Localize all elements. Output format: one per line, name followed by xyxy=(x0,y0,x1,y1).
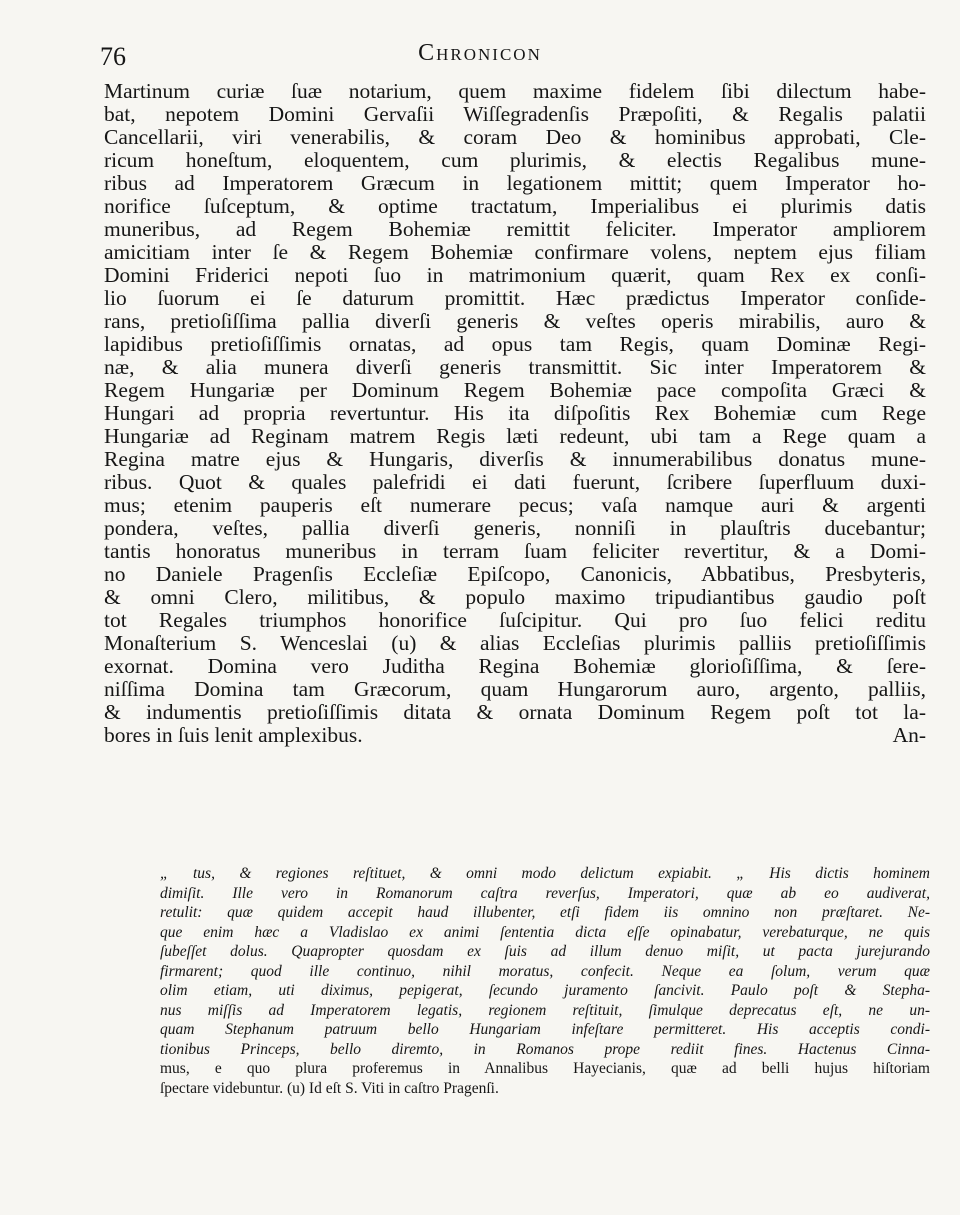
text-line: norifice ſuſceptum, & optime tractatum, Imperialibus ei plurimis datis xyxy=(104,194,926,218)
footnote-line: ſubeſſet dolus. Quapropter quosdam ex ſuis ad illum denuo miſit, ut pacta jurejurando xyxy=(160,943,930,960)
text-line: ricum honeſtum, eloquentem, cum plurimis, & electis Regalibus mune- xyxy=(104,148,926,172)
footnote-line: nus miſſis ad Imperatorem legatis, regionem reſtituit, ſimulque deprecatus eſt, ne un- xyxy=(160,1001,930,1019)
text-line: mus; etenim pauperis eſt numerare pecus; vaſa namque auri & argenti xyxy=(104,493,926,517)
text-line: niſſima Domina tam Græcorum, quam Hungarorum auro, argento, palliis, xyxy=(104,677,926,701)
text-line: Monaſterium S. Wenceslai (u) & alias Eccleſias plurimis palliis pretioſiſſimis xyxy=(104,631,926,655)
footnote-line: dimiſit. Ille vero in Romanorum caſtra reverſus, Imperatori, quæ ab eo audiverat, xyxy=(160,884,930,902)
footnotes xyxy=(160,864,930,1098)
text-line: Hungariæ ad Reginam matrem Regis læti redeunt, ubi tam a Rege quam a xyxy=(104,424,926,448)
text-line: Domini Friderici nepoti ſuo in matrimonium quærit, quam Rex ex conſi- xyxy=(104,263,926,287)
footnote-line: quam Stephanum patruum bello Hungariam infeſtare permitteret. His acceptis condi- xyxy=(160,1021,930,1038)
footnote-line: „ tus, & regiones reſtituet, & omni modo delictum expiabit. „ His dictis hominem xyxy=(160,865,930,882)
footnote-line: olim etiam, uti diximus, pepigerat, ſecundo juramento ſancivit. Paulo poſt & Stepha- xyxy=(160,982,930,999)
text-line: Regem Hungariæ per Dominum Regem Bohemiæ pace compoſita Græci & xyxy=(104,378,926,402)
text-line: muneribus, ad Regem Bohemiæ remittit feliciter. Imperator ampliorem xyxy=(104,217,926,241)
text-line: Cancellarii, viri venerabilis, & coram Deo & hominibus approbati, Cle- xyxy=(104,125,926,149)
catchword: An- xyxy=(892,723,926,747)
text-line: tantis honoratus muneribus in terram ſuam feliciter revertitur, & a Domi- xyxy=(104,539,926,563)
text-line: & omni Clero, militibus, & populo maximo tripudiantibus gaudio poſt xyxy=(104,585,926,609)
text-line: tot Regales triumphos honorifice ſuſcipitur. Qui pro ſuo felici reditu xyxy=(104,608,926,632)
text-line: rans, pretioſiſſima pallia diverſi generis & veſtes operis mirabilis, auro & xyxy=(104,309,926,333)
footnote-line: ſpectare videbuntur. (u) Id eſt S. Viti in caſtro Pragenſi. xyxy=(160,1079,499,1097)
footnote-line: retulit: quæ quidem accepit haud illubenter, etſi fidem iis omnino non præſtaret. Ne- xyxy=(160,904,930,921)
footnote-line: firmarent; quod ille continuo, nihil moratus, confecit. Neque ea ſolum, verum quæ xyxy=(160,962,930,980)
text-line: lio ſuorum ei ſe daturum promittit. Hæc prædictus Imperator conſide- xyxy=(104,286,926,310)
footnote-line: que enim hæc a Vladislao ex animi ſententia dicta eſſe opinabatur, verebaturque, ne quis xyxy=(160,923,930,941)
page-number: 76 xyxy=(100,42,126,71)
text-line: næ, & alia munera diverſi generis transmittit. Sic inter Imperatorem & xyxy=(104,355,926,379)
text-line: exornat. Domina vero Juditha Regina Bohemiæ glorioſiſſima, & ſere- xyxy=(104,654,926,678)
text-line: & indumentis pretioſiſſimis ditata & ornata Dominum Regem poſt tot la- xyxy=(104,700,926,724)
text-line: ribus ad Imperatorem Græcum in legationem mittit; quem Imperator ho- xyxy=(104,171,926,195)
text-line: ribus. Quot & quales palefridi ei dati fuerunt, ſcribere ſuperfluum duxi- xyxy=(104,470,926,494)
text-line: pondera, veſtes, pallia diverſi generis, nonniſi in plauſtris ducebantur; xyxy=(104,516,926,540)
text-line: bores in ſuis lenit amplexibus. xyxy=(104,723,363,747)
main-text xyxy=(104,80,926,747)
text-line: Regina matre ejus & Hungaris, diverſis & innumerabilibus donatus mune- xyxy=(104,447,926,471)
text-line: lapidibus pretioſiſſimis ornatas, ad opus tam Regis, quam Dominæ Regi- xyxy=(104,332,926,356)
text-line: amicitiam inter ſe & Regem Bohemiæ confirmare volens, neptem ejus filiam xyxy=(104,240,926,264)
footnote-line: tionibus Princeps, bello diremto, in Romanos prope rediit fines. Hactenus Cinna- xyxy=(160,1040,930,1058)
text-line: Martinum curiæ ſuæ notarium, quem maxime fidelem ſibi dilectum habe- xyxy=(104,79,926,103)
running-head: Chronicon xyxy=(418,40,542,66)
footnote-line: mus, e quo plura proferemus in Annalibus Hayecianis, quæ ad belli hujus hiſtoriam xyxy=(160,1060,930,1077)
text-line: Hungari ad propria revertuntur. His ita diſpoſitis Rex Bohemiæ cum Rege xyxy=(104,401,926,425)
text-line: bat, nepotem Domini Gervaſii Wiſſegradenſis Præpoſiti, & Regalis palatii xyxy=(104,102,926,126)
text-line: no Daniele Pragenſis Eccleſiæ Epiſcopo, Canonicis, Abbatibus, Presbyteris, xyxy=(104,562,926,586)
